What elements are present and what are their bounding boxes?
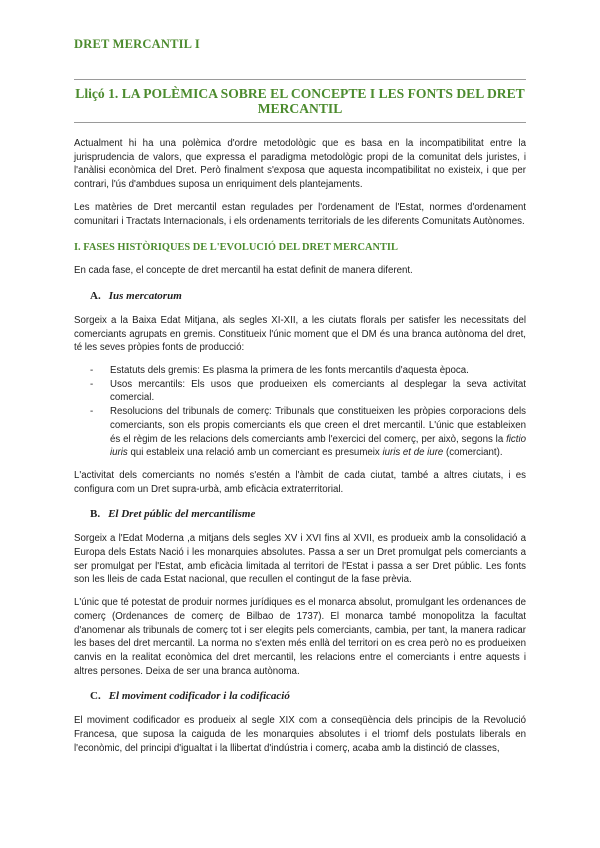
- subsection-b-paragraph-1: Sorgeix a l'Edat Moderna ,a mitjans dels segles XV i XVI fins al XVII, es produeix amb la consolidació a Europa dels Estats Nació i les monarquies absolutes. Passa a ser un Dret promulgat pels comerciants a ser promulgat per l'Estat, amb eficàcia limitada al territori de l'Estat i passa a ser Dret públic. Les fonts son les lleis de cada Estat nacional, que recullen el contingut de la fase prèvia.: [74, 533, 526, 586]
- course-header: DRET MERCANTIL I: [74, 37, 200, 51]
- title-bottom-rule: [74, 122, 526, 123]
- section-lead: En cada fase, el concepte de dret mercantil ha estat definit de manera diferent.: [74, 265, 413, 277]
- subsection-letter: B.: [90, 508, 101, 521]
- subsection-letter: C.: [90, 690, 101, 703]
- subsection-title: Ius mercatorum: [108, 289, 182, 302]
- subsection-title: El moviment codificador i la codificació: [108, 690, 290, 703]
- intro-paragraph-2: Les matèries de Dret mercantil estan regulades per l'ordenament de l'Estat, normes d'ordenament comunitari i Tractats Internacionals, i els ordenaments territorials de les diferents Comunitats Autònomes.: [74, 201, 526, 227]
- subsection-title: El Dret públic del mercantilisme: [108, 508, 256, 521]
- document-body: [74, 137, 526, 765]
- subsection-a-paragraph-1: Sorgeix a la Baixa Edat Mitjana, als segles XI-XII, a les ciutats florals per satisfer les necessitats del comerciants agrupats en gremis. Constitueix l'únic moment que el DM és una branca autònoma del dret, té les seves pròpies fonts de producció:: [74, 314, 526, 354]
- subsection-letter: A.: [90, 289, 101, 302]
- latin-term: iuris et de iure: [382, 447, 444, 459]
- subsection-b-paragraph-2: L'únic que té potestat de produir normes jurídiques es el monarca absolut, promulgant les ordenances de comerç (Ordenances de comerç de Bilbao de 1737). El monarca també monopolitza la facultat d'anomenar als tribunals de comerç tot i ser elegits pels comerciants, cambia, per tant, la manera radicar les bases del dret mercantil. La norma no s'exten més enllà del territori on es crea però no es produeixen canvis en la realitat econòmica del dret mercantil, les relacions entre el comerciants i entre aquests i altres persones. Deixa de ser una branca autònoma.: [74, 597, 526, 677]
- subsection-a-paragraph-2: L'activitat dels comerciants no només s'estén a l'àmbit de cada ciutat, també a altres ciutats, i es configura com un Dret supra-urbà, amb eficàcia extraterritorial.: [74, 469, 526, 495]
- lesson-title: Lliçó 1. LA POLÈMICA SOBRE EL CONCEPTE I LES FONTS DEL DRET MERCANTIL: [75, 86, 525, 116]
- subsection-heading-c: [90, 690, 526, 702]
- section-heading-phases: I. FASES HISTÒRIQUES DE L'EVOLUCIÓ DEL DRET MERCANTIL: [74, 242, 398, 254]
- latin-term: fictio iuris: [110, 433, 526, 459]
- subsection-heading-b: [90, 508, 526, 520]
- title-top-rule: [74, 79, 526, 80]
- subsection-c-paragraph-1: El moviment codificador es produeix al segle XIX com a conseqüència dels principis de la Revolució Francesa, que suposa la caiguda de les monarquies absolutes i el triomf dels postulats liberals en l'econòmic, del principi d'igualtat i la llibertat d'indústria i comerç, acaba amb la distinció de classes,: [74, 715, 526, 754]
- subsection-heading-a: [90, 290, 526, 302]
- sources-list: [74, 364, 526, 460]
- list-item: - Resolucions del tribunals de comerç: Tribunals que constitueixen les pròpies corporacions dels comerciants, son els propis comerciants els que creen el dret mercantil. L'únic que estableixen és el règim de les relacions dels comerciants amb l'exercici del comerç, per això, segons la fictio iuris qui estableix una relació amb un comerciant es presumeix iuris et de iure (comerciant).: [90, 406, 526, 459]
- list-item: - Usos mercantils: Els usos que produeixen els comerciants al desplegar la seva activitat comercial.: [90, 378, 526, 404]
- intro-paragraph-1: Actualment hi ha una polèmica d'ordre metodològic que es basa en la incompatibilitat entre la jurisprudencia de valors, que expressa el paradigma metodològic propi de la comunitat dels juristes, i l'anàlisi econòmica del Dret. Però finalment s'exposa que aquesta incompatibilitat no existeix, i que per contrari, l'ús d'ambdues suposa un enriquiment dels plantejaments.: [74, 138, 526, 191]
- list-item: - Estatuts dels gremis: Es plasma la primera de les fonts mercantils d'aquesta època.: [90, 365, 469, 377]
